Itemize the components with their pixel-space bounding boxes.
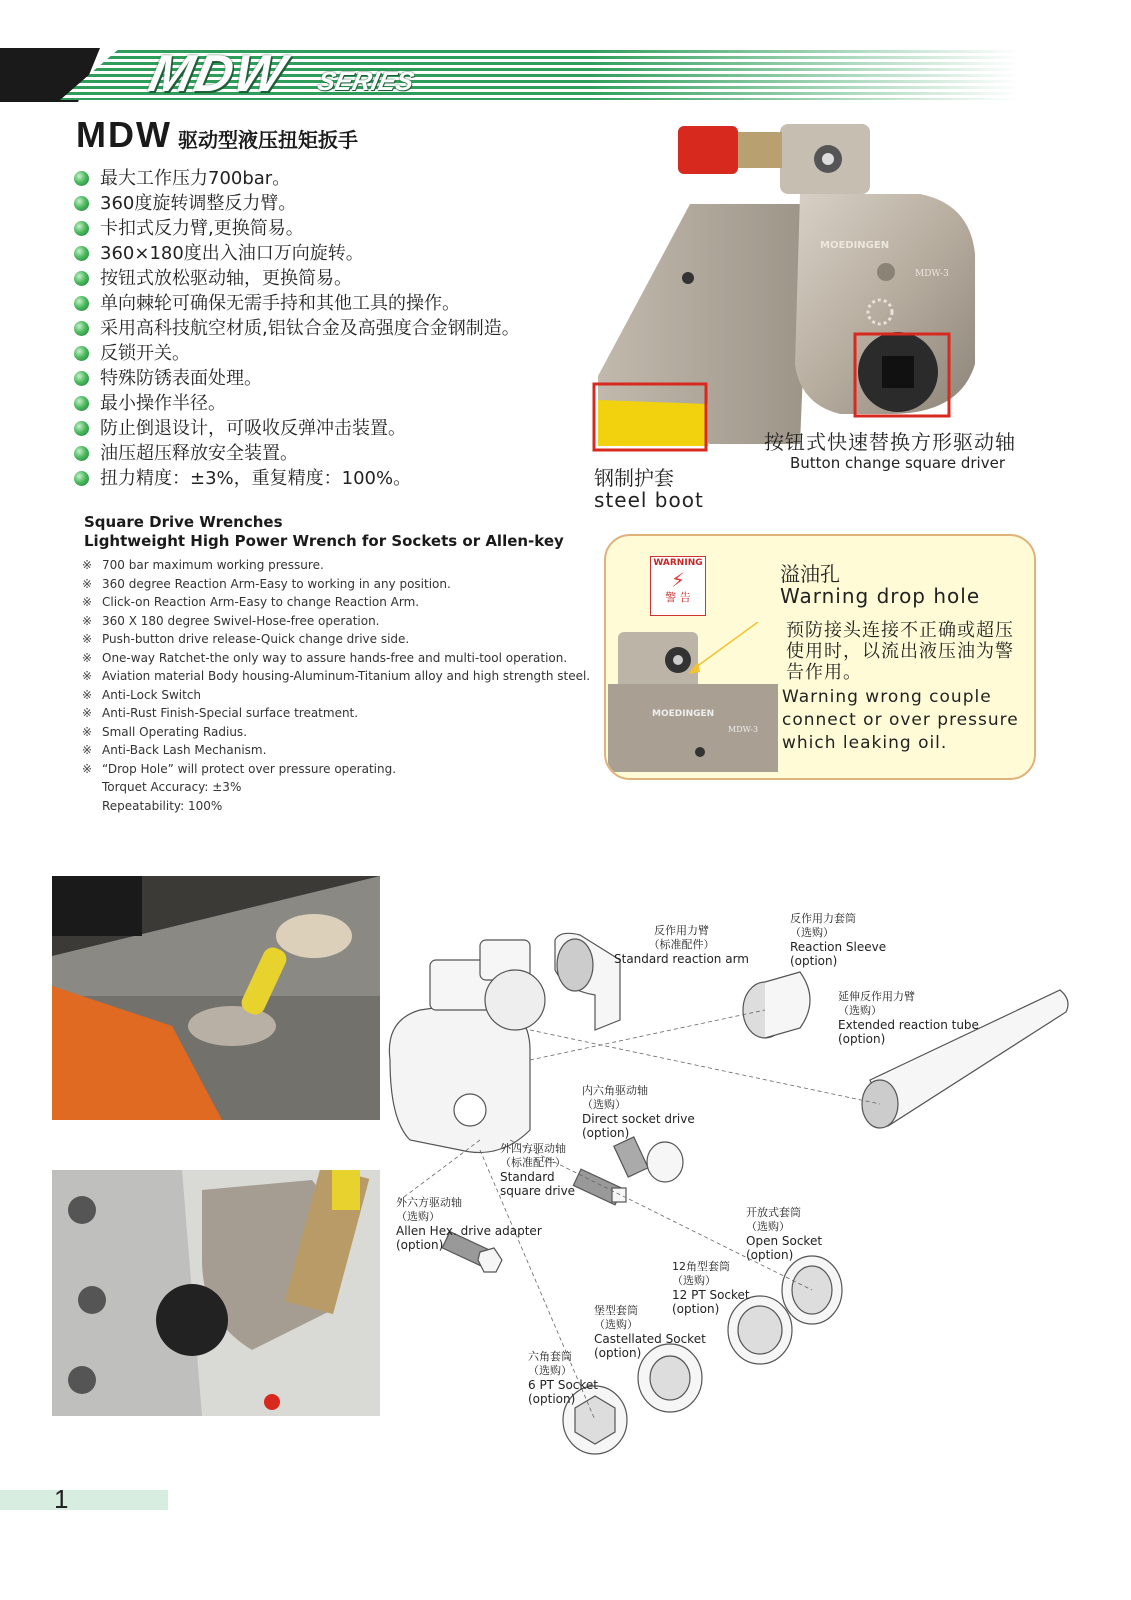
page-number: 1 — [54, 1484, 69, 1514]
site-photo-2 — [52, 1170, 380, 1416]
feature-cn-item: 反锁开关。 — [74, 341, 574, 366]
feature-cn-item: 防止倒退设计，可吸收反弹冲击装置。 — [74, 416, 574, 441]
brand-plate: MOEDINGEN — [820, 240, 890, 251]
label-6pt-socket: 六角套筒 （选购） 6 PT Socket (option) — [528, 1350, 598, 1406]
feature-en-item: ※ Anti-Back Lash Mechanism. — [82, 743, 267, 757]
feature-cn-item: 卡扣式反力臂,更换简易。 — [74, 216, 574, 241]
boot-label-cn: 钢制护套 — [594, 466, 674, 490]
feature-cn-item: 油压超压释放安全装置。 — [74, 441, 574, 466]
steel-boot-shape — [598, 400, 708, 446]
warning-sign-top: WARNING — [651, 557, 705, 569]
green-bullet-icon — [74, 171, 89, 186]
warn-photo-model: MDW-3 — [728, 725, 759, 734]
feature-cn-item: 单向棘轮可确保无需手持和其他工具的操作。 — [74, 291, 574, 316]
feature-en-item: ※ 360 degree Reaction Arm-Easy to working in any position. — [82, 576, 451, 591]
warning-desc-en: Warning wrong couple connect or over pressure which leaking oil. — [782, 687, 1019, 753]
green-bullet-icon — [74, 321, 89, 336]
feature-en-extra: Torquet Accuracy: ±3% — [102, 780, 242, 794]
warning-title-cn: 溢油孔 — [780, 562, 840, 586]
label-open-socket: 开放式套筒 （选购） Open Socket (option) — [746, 1206, 823, 1262]
warning-sign-icon — [650, 556, 706, 616]
diagram-direct-socket — [614, 1137, 648, 1177]
feature-cn-item: 最小操作半径。 — [74, 391, 574, 416]
green-bullet-icon — [74, 246, 89, 261]
model-plate: MDW-3 — [915, 269, 949, 279]
feature-en-item: ※ Anti-Rust Finish-Special surface treatment. — [82, 706, 359, 720]
green-bullet-icon — [74, 346, 89, 361]
english-heading-2: Lightweight High Power Wrench for Sockets or Allen-key — [84, 532, 564, 550]
product-model: MDW — [76, 114, 172, 155]
green-bullet-icon — [74, 296, 89, 311]
feature-cn-item: 最大工作压力700bar。 — [74, 166, 574, 191]
label-square-drive: 外四方驱动轴 （标准配件） Standard square drive — [500, 1142, 576, 1198]
coupler-thread-shape — [738, 132, 782, 168]
feature-cn-item: 采用高科技航空材质,铝钛合金及高强度合金钢制造。 — [74, 316, 574, 341]
label-castellated-socket: 堡型套筒 （选购） Castellated Socket (option) — [594, 1304, 706, 1360]
feature-en-item: ※ Click-on Reaction Arm-Easy to change Reaction Arm. — [82, 595, 420, 609]
green-bullet-icon — [74, 421, 89, 436]
lightning-icon: ⚡ — [670, 568, 686, 592]
features-cn-list — [74, 166, 574, 491]
features-en-list — [82, 556, 590, 815]
label-hex-adapter: 外六方驱动轴 （选购） Allen Hex. drive adapter (option) — [396, 1196, 542, 1252]
site-photo-1 — [52, 876, 380, 1120]
feature-en-item: ※ “Drop Hole” will protect over pressure operating. — [82, 761, 397, 776]
driver-label-cn: 按钮式快速替换方形驱动轴 — [764, 430, 1016, 454]
feature-cn-item: 扭力精度：±3%，重复精度：100%。 — [74, 466, 574, 491]
label-12pt-socket: 12角型套筒 （选购） 12 PT Socket (option) — [672, 1260, 750, 1316]
feature-en-item: ※ Aviation material Body housing-Aluminum-Titanium alloy and high strength steel. — [82, 669, 591, 683]
product-title-cn: 驱动型液压扭矩扳手 — [177, 128, 358, 152]
feature-en-item: ※ 360 X 180 degree Swivel-Hose-free operation. — [82, 613, 380, 628]
feature-cn-item: 特殊防锈表面处理。 — [74, 366, 574, 391]
label-reaction-sleeve: 反作用力套筒 （选购） Reaction Sleeve (option) — [790, 912, 887, 968]
series-header-banner — [0, 45, 1131, 103]
green-bullet-icon — [74, 196, 89, 211]
feature-cn-item: 360度旋转调整反力臂。 — [74, 191, 574, 216]
series-title: MDW — [143, 45, 293, 103]
feature-en-item: ※ Small Operating Radius. — [82, 724, 248, 739]
boot-label-en: steel boot — [594, 488, 704, 512]
driver-label-en: Button change square driver — [790, 454, 1005, 472]
label-direct-socket: 内六角驱动轴 （选购） Direct socket drive (option) — [582, 1084, 695, 1140]
exploded-parts-diagram — [380, 900, 1080, 1470]
feature-en-item: ※ Anti-Lock Switch — [82, 687, 202, 702]
green-bullet-icon — [74, 221, 89, 236]
series-subtitle: SERIES — [314, 66, 417, 96]
wrench-product-image — [590, 114, 1030, 454]
feature-en-extra: Repeatability: 100% — [102, 798, 223, 813]
english-heading-1: Square Drive Wrenches — [84, 513, 283, 531]
english-heading — [84, 513, 564, 551]
green-bullet-icon — [74, 271, 89, 286]
warn-photo-brand: MOEDINGEN — [652, 709, 715, 719]
green-bullet-icon — [74, 446, 89, 461]
red-coupler-shape — [678, 126, 738, 174]
warning-sign-bottom: 警 告 — [665, 591, 691, 604]
warning-desc-cn: 预防接头连接不正确或超压使用时，以流出液压油为警告作用。 — [786, 620, 1014, 683]
product-title — [76, 114, 358, 156]
label-extended-tube: 延伸反作用力臂 （选购） Extended reaction tube (option) — [838, 990, 979, 1046]
page-number-bar — [0, 1490, 168, 1510]
warning-title-en: Warning drop hole — [780, 584, 981, 608]
feature-cn-item: 360×180度出入油口万向旋转。 — [74, 241, 574, 266]
green-bullet-icon — [74, 371, 89, 386]
drop-hole-photo — [608, 622, 778, 772]
feature-en-item: ※ One-way Ratchet-the only way to assure hands-free and multi-tool operation. — [82, 650, 568, 665]
feature-en-item: ※ 700 bar maximum working pressure. — [82, 558, 324, 572]
green-bullet-icon — [74, 471, 89, 486]
feature-en-item: ※ Push-button drive release-Quick change drive side. — [82, 632, 410, 646]
feature-cn-item: 按钮式放松驱动轴，更换简易。 — [74, 266, 574, 291]
green-bullet-icon — [74, 396, 89, 411]
label-reaction-arm: 反作用力臂 （标准配件） Standard reaction arm — [614, 924, 749, 966]
